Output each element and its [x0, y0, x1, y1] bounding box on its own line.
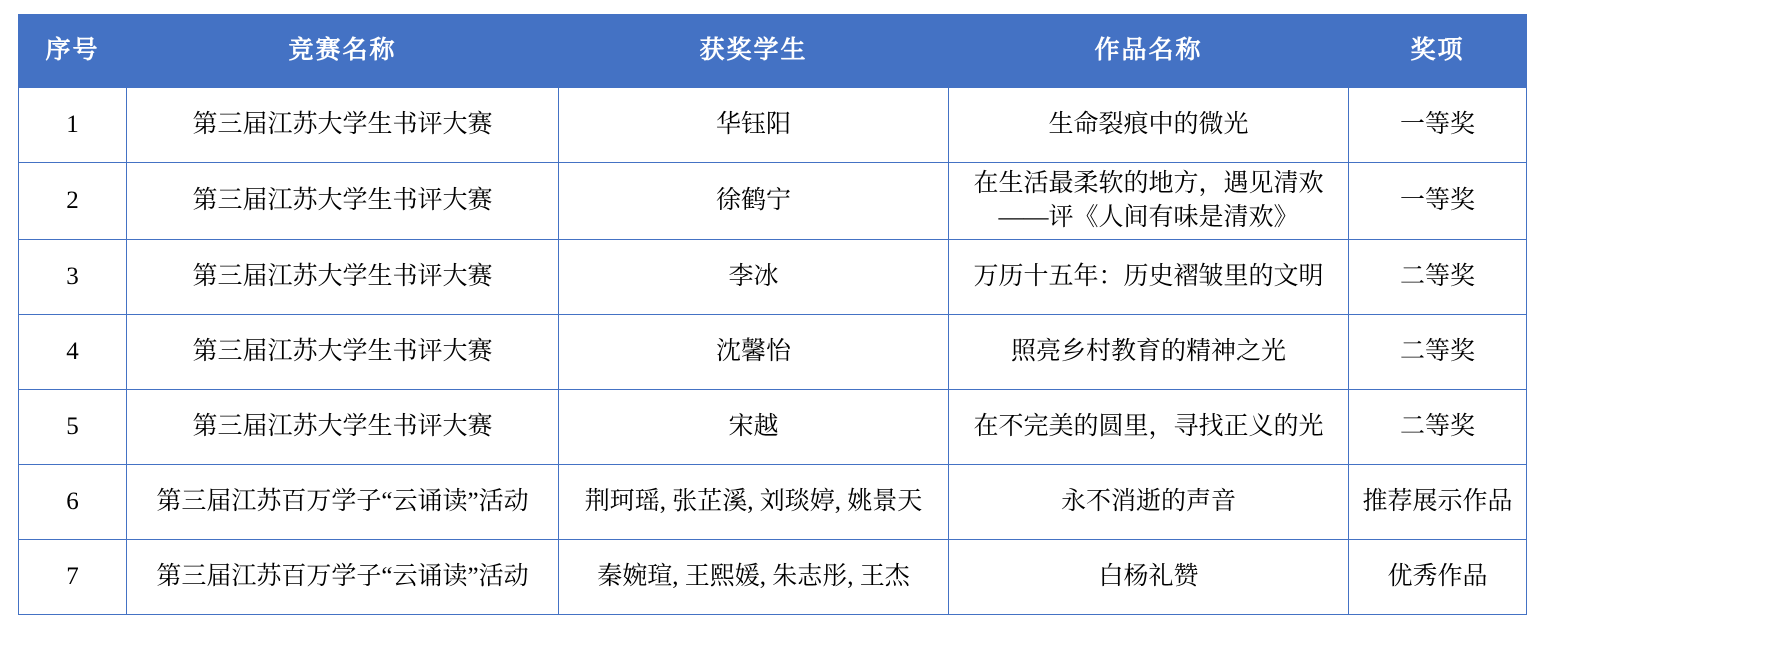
column-header-students: 获奖学生	[559, 15, 949, 88]
cell-index: 2	[19, 163, 127, 240]
cell-award: 推荐展示作品	[1349, 464, 1527, 539]
table-row	[19, 539, 1527, 614]
cell-competition: 第三届江苏百万学子“云诵读”活动	[127, 464, 559, 539]
cell-students: 宋越	[559, 389, 949, 464]
cell-competition: 第三届江苏百万学子“云诵读”活动	[127, 539, 559, 614]
cell-students: 荆珂瑶, 张芷溪, 刘琰婷, 姚景天	[559, 464, 949, 539]
cell-award: 一等奖	[1349, 163, 1527, 240]
cell-competition: 第三届江苏大学生书评大赛	[127, 389, 559, 464]
table-row	[19, 163, 1527, 240]
table-row	[19, 88, 1527, 163]
cell-work: 生命裂痕中的微光	[949, 88, 1349, 163]
cell-students: 徐鹤宁	[559, 163, 949, 240]
cell-index: 3	[19, 239, 127, 314]
cell-work	[949, 163, 1349, 240]
table-header	[19, 15, 1527, 88]
column-header-award: 奖项	[1349, 15, 1527, 88]
cell-competition: 第三届江苏大学生书评大赛	[127, 314, 559, 389]
cell-award: 二等奖	[1349, 389, 1527, 464]
cell-students: 华钰阳	[559, 88, 949, 163]
table-row	[19, 389, 1527, 464]
cell-work-line1: 在生活最柔软的地方，遇见清欢	[973, 170, 1324, 197]
cell-index: 6	[19, 464, 127, 539]
cell-index: 4	[19, 314, 127, 389]
table-body	[19, 88, 1527, 615]
award-table	[18, 14, 1527, 615]
cell-work: 万历十五年：历史褶皱里的文明	[949, 239, 1349, 314]
table-header-row	[19, 15, 1527, 88]
cell-index: 5	[19, 389, 127, 464]
cell-competition: 第三届江苏大学生书评大赛	[127, 163, 559, 240]
column-header-work: 作品名称	[949, 15, 1349, 88]
column-header-competition: 竞赛名称	[127, 15, 559, 88]
cell-index: 1	[19, 88, 127, 163]
cell-award: 二等奖	[1349, 314, 1527, 389]
table-row	[19, 464, 1527, 539]
cell-work: 永不消逝的声音	[949, 464, 1349, 539]
cell-award: 二等奖	[1349, 239, 1527, 314]
cell-award: 优秀作品	[1349, 539, 1527, 614]
table-row	[19, 239, 1527, 314]
cell-award: 一等奖	[1349, 88, 1527, 163]
cell-work: 照亮乡村教育的精神之光	[949, 314, 1349, 389]
cell-students: 李冰	[559, 239, 949, 314]
cell-competition: 第三届江苏大学生书评大赛	[127, 239, 559, 314]
cell-competition: 第三届江苏大学生书评大赛	[127, 88, 559, 163]
cell-work: 白杨礼赞	[949, 539, 1349, 614]
cell-work: 在不完美的圆里，寻找正义的光	[949, 389, 1349, 464]
cell-index: 7	[19, 539, 127, 614]
column-header-index: 序号	[19, 15, 127, 88]
cell-work-line2: ——评《人间有味是清欢》	[998, 203, 1299, 231]
table-row	[19, 314, 1527, 389]
cell-students: 沈馨怡	[559, 314, 949, 389]
cell-students: 秦婉瑄, 王熙媛, 朱志彤, 王杰	[559, 539, 949, 614]
